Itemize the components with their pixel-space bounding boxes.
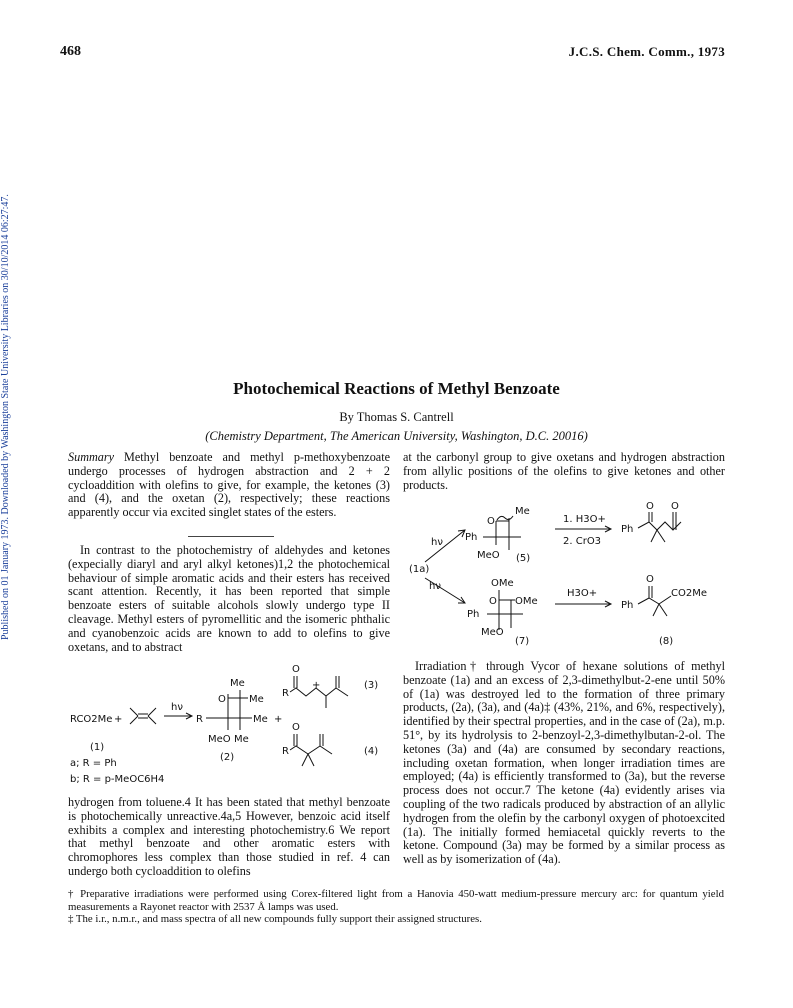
scheme1-plus-2: + xyxy=(274,714,283,725)
article-affiliation: (Chemistry Department, The American University, Washington, D.C. 20016) xyxy=(205,429,588,443)
c2-r: R xyxy=(196,714,203,725)
section-divider xyxy=(188,536,274,537)
sub-b: b; R = p-MeOC6H4 xyxy=(70,774,165,785)
scheme2-hv-upper: hν xyxy=(431,537,443,548)
c2-me-right1: Me xyxy=(249,694,264,705)
reactant-ester: RCO2Me xyxy=(70,714,113,725)
footnote-1 xyxy=(68,888,724,914)
c3-o: O xyxy=(292,664,300,675)
c3-label: (3) xyxy=(364,680,379,691)
article-byline: By Thomas S. Cantrell xyxy=(339,410,454,424)
c2-meo: MeO xyxy=(208,734,231,745)
footnote-1-text: † Preparative irradiations were performed using Corex-filtered light from a Hanovia 450-watt medium-pressure mercury arc: for quantum yield measurements a Rayonet reactor with 2537 Å lamps was used. xyxy=(68,888,724,913)
c8-label: (8) xyxy=(659,636,674,647)
c2-label: (2) xyxy=(220,752,235,763)
step-2: 2. CrO3 xyxy=(563,536,602,547)
c4-o: O xyxy=(292,722,300,733)
c6-o2: O xyxy=(671,501,679,512)
c1-label: (1) xyxy=(90,742,105,753)
summary-label: Summary xyxy=(68,450,115,464)
c8-ph: Ph xyxy=(621,600,634,611)
journal-header: J.C.S. Chem. Comm., 1973 xyxy=(568,44,725,59)
reagent-h3o: H3O+ xyxy=(567,588,598,599)
intro-text: In contrast to the photochemistry of aldehydes and ketones (expecially diaryl and aryl alkyl ketones)1,2 the photochemical behaviour of simple aromatic acids and their esters has received scant attention. Recently, it has been reported that simple benzoate esters of suitable alcohols slowly undergo type II cleavage. Methyl esters of pyromellitic and the isomeric phthalic and cyanobenzoic acids are known to add to olefins to give oxetans, and to abstract xyxy=(68,543,390,654)
continued-left-text: hydrogen from toluene.4 It has been stated that methyl benzoate is photochemically unreactive.4a,5 However, benzoic acid itself exhibits a complex and interesting photochemistry.6 We report that methyl benzoate and other aromatic esters with chromophores less complex than those studied in ref. 4 can undergo both cycloaddition to olefins xyxy=(68,795,390,878)
left-column-continued xyxy=(68,796,390,879)
scheme1-plus-1: + xyxy=(114,714,123,725)
intro-paragraph xyxy=(68,544,390,654)
c7-label: (7) xyxy=(515,636,530,647)
right-column-main xyxy=(403,660,725,867)
sub-a: a; R = Ph xyxy=(70,758,117,769)
footnote-2 xyxy=(68,913,724,926)
c8-co2me: CO2Me xyxy=(671,588,707,599)
right-bottom-text: Irradiation† through Vycor of hexane solutions of methyl benzoate (1a) and an excess of 2,3-dimethylbut-2-ene until 50% of (1a) was destroyed led to the formation of three primary products, (2a), (3a), and (4a)‡ (43%, 21%, and 6%, respectively), identified by their spectral properties, and in the case of (2a), m.p. 51°, by its hydrolysis to 2-benzoyl-2,3-dimethylbutan-2-ol. The ketones (3a) and (4a) are consumed by secondary reactions, including oxetan formation, when longer irradiation times are employed; (4a) is efficiently transformed to (3a), but the reverse process does not occur.7 The ketone (4a) evidently arises via coupling of the two radicals produced by abstraction of an allylic hydrogen from the olefin by the carbonyl oxygen of photoexcited (1a). The initially formed hemiacetal quickly reverts to the ketone. Compound (3a) may be formed by a similar process as well as by isomerization of (4a). xyxy=(403,659,725,867)
c3-r: R xyxy=(282,688,289,699)
footnote-2-text: ‡ The i.r., n.m.r., and mass spectra of all new compounds fully support their assigned structures. xyxy=(68,913,482,925)
scheme1-hv: hν xyxy=(171,702,183,713)
c5-o: O xyxy=(487,516,495,527)
c4-label: (4) xyxy=(364,746,379,757)
c7-meo: MeO xyxy=(481,627,504,638)
step-1: 1. H3O+ xyxy=(563,514,606,525)
c5-ph: Ph xyxy=(465,532,478,543)
c7-ome-right: OMe xyxy=(515,596,538,607)
right-column-top xyxy=(403,451,725,492)
c5-me: Me xyxy=(515,506,530,517)
c2-me-bottom: Me xyxy=(234,734,249,745)
summary-text: Methyl benzoate and methyl p-methoxybenzoate undergo processes of hydrogen abstraction and 2 + 2 cycloaddition with olefins to give, for example, the ketones (3) and (4), and the oxetan (2), respectively; these reactions apparently occur via excited singlet states of the esters. xyxy=(68,450,390,520)
article-title: Photochemical Reactions of Methyl Benzoate xyxy=(233,379,560,398)
right-top-text: at the carbonyl group to give oxetans and hydrogen abstraction from allylic positions of the olefins to give ketones and other products. xyxy=(403,450,725,492)
c2-o: O xyxy=(218,694,226,705)
c2-me-right2: Me xyxy=(253,714,268,725)
summary-paragraph xyxy=(68,451,390,520)
c8-o: O xyxy=(646,574,654,585)
c5-label: (5) xyxy=(516,553,531,564)
c7-ph: Ph xyxy=(467,609,480,620)
scheme-1 xyxy=(68,658,398,794)
scheme2-hv-lower: hν xyxy=(429,581,441,592)
scheme1-plus-3: + xyxy=(312,680,321,691)
side-note-text: Published on 01 January 1973. Downloaded by Washington State University Libraries on 30/10/2014 06:27:47. xyxy=(0,194,11,640)
page-number: 468 xyxy=(60,44,81,59)
scheme2-start: (1a) xyxy=(409,564,430,575)
scheme-2 xyxy=(403,500,733,650)
c7-o: O xyxy=(489,596,497,607)
c2-me-top: Me xyxy=(230,678,245,689)
c5-meo: MeO xyxy=(477,550,500,561)
c6-o1: O xyxy=(646,501,654,512)
c6-ph: Ph xyxy=(621,524,634,535)
c7-ome-top: OMe xyxy=(491,578,514,589)
c4-r: R xyxy=(282,746,289,757)
